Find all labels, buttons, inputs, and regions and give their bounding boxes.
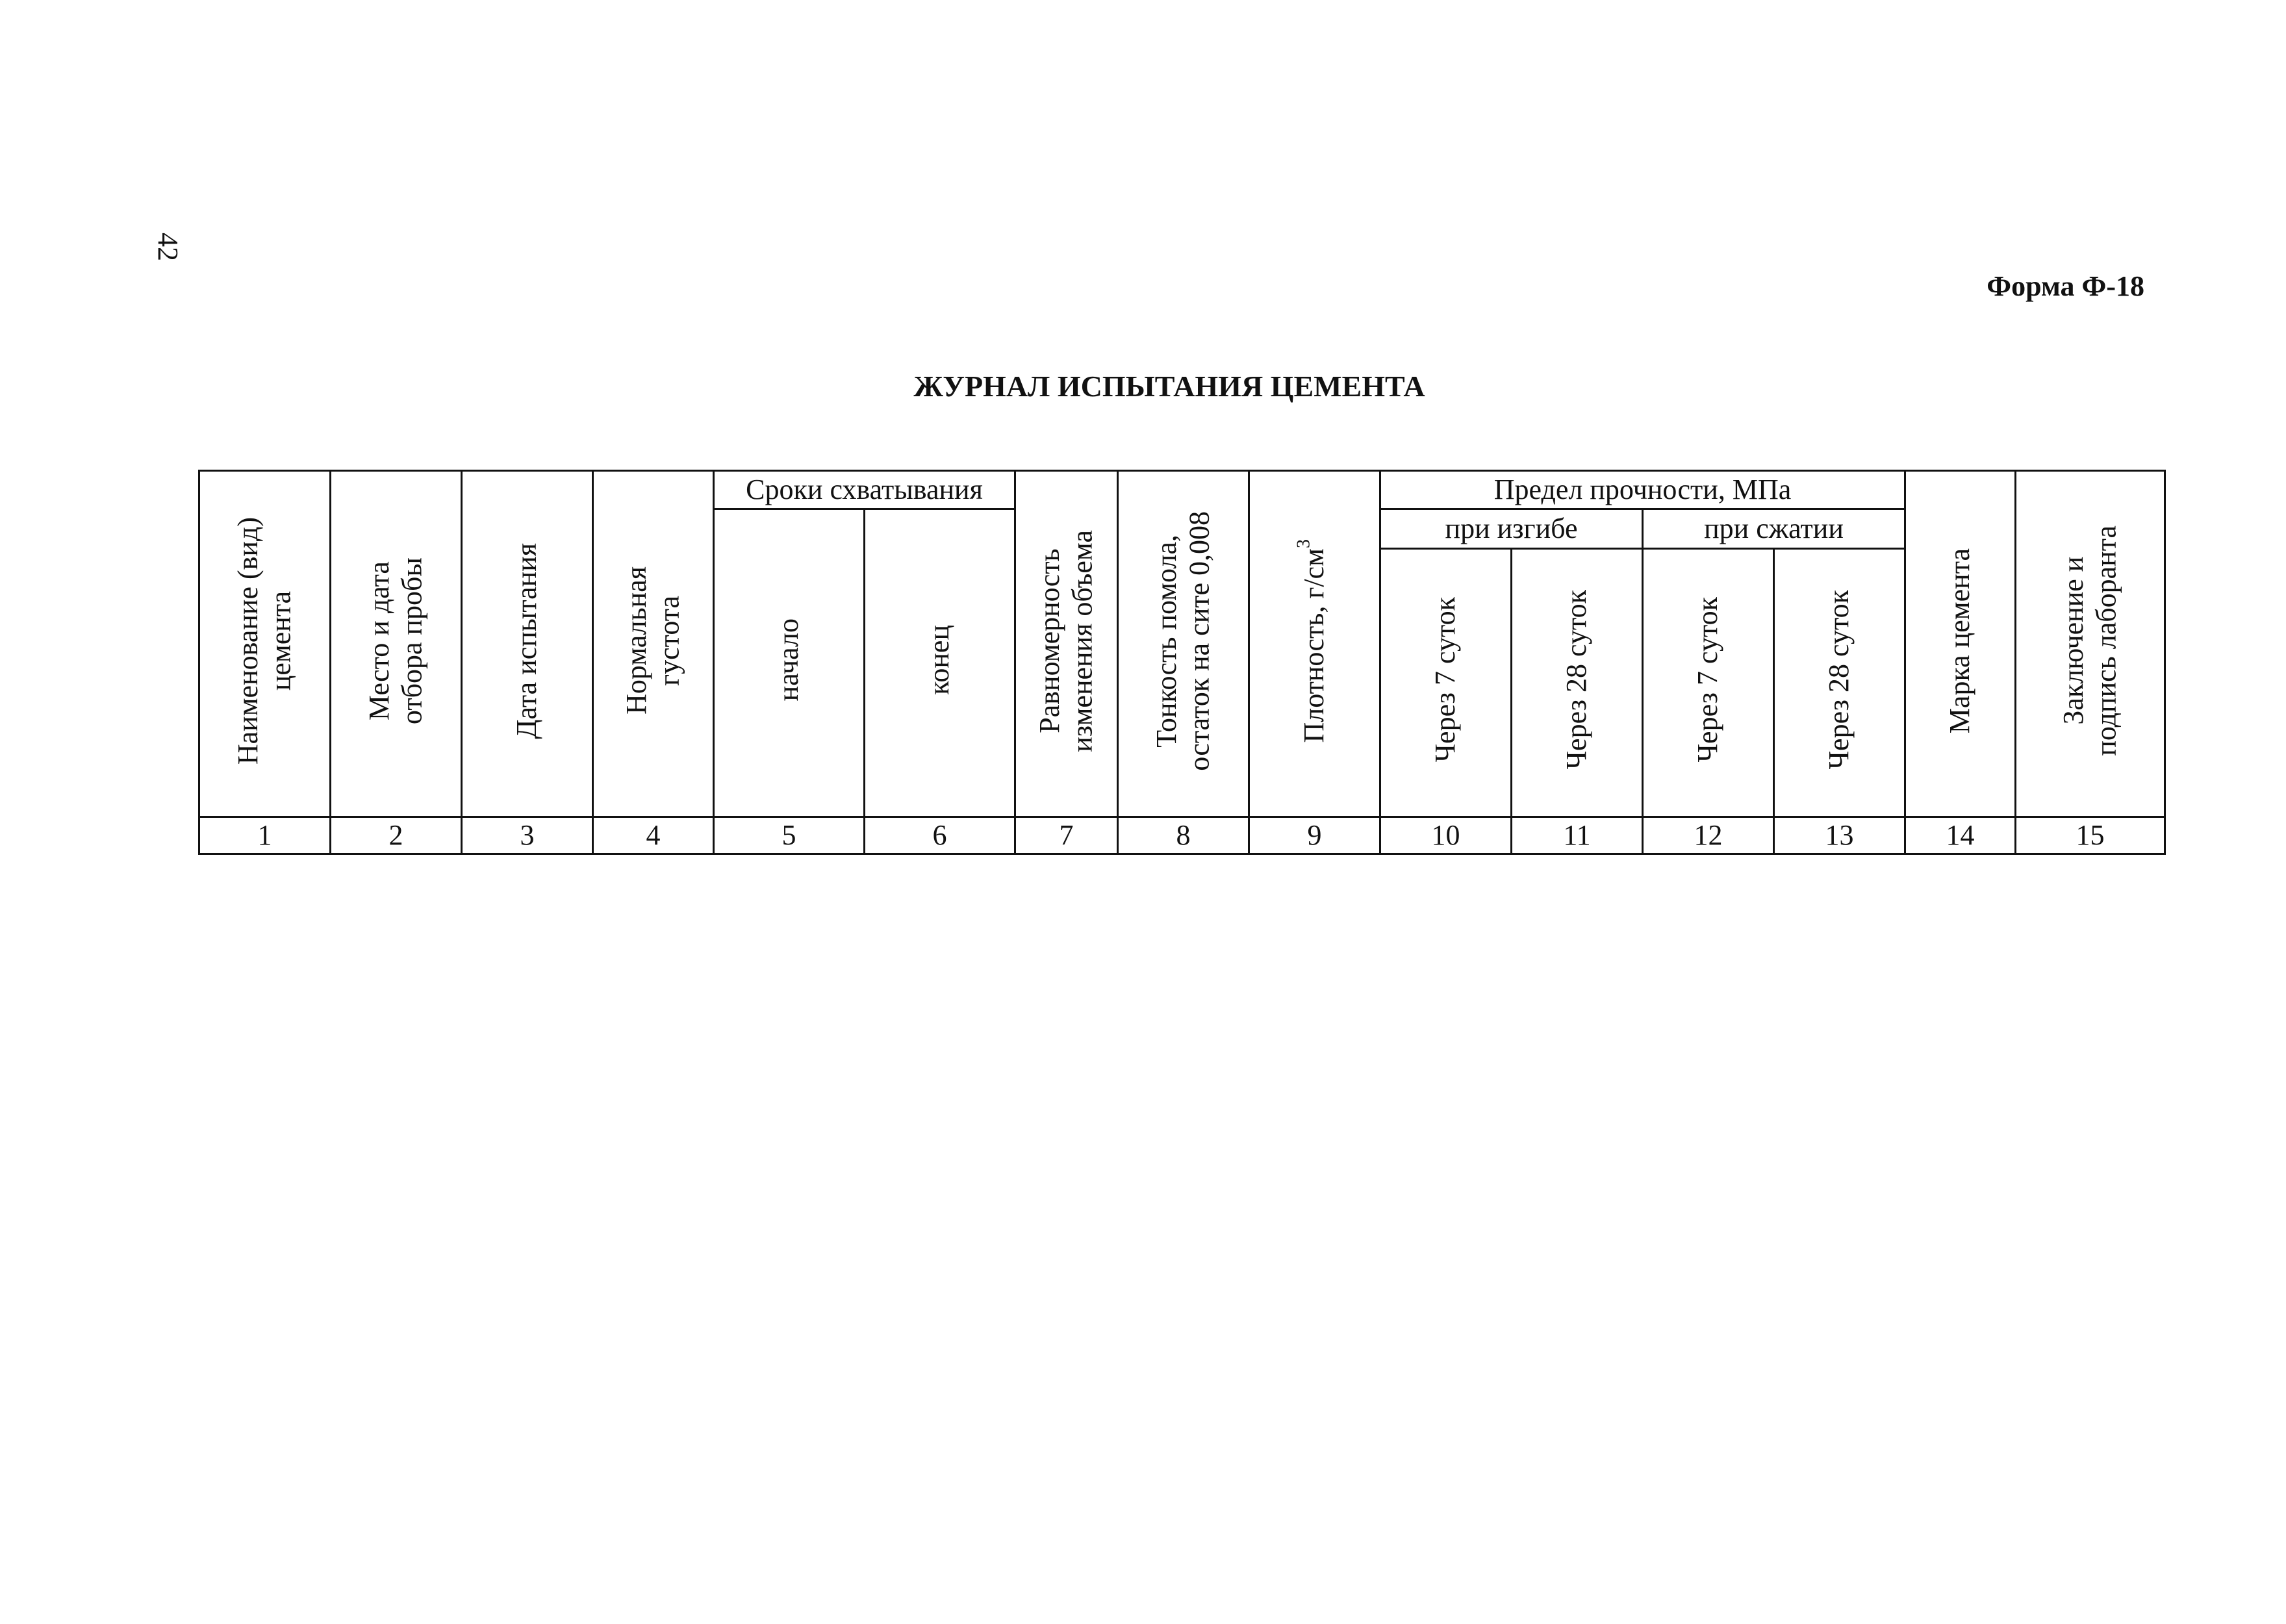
header-setting-start: начало xyxy=(772,618,805,702)
header-cell-9 xyxy=(1249,471,1380,817)
header-bending-28-days: Через 28 суток xyxy=(1560,590,1593,770)
header-name-line-2: цемента xyxy=(264,590,297,691)
column-number: 7 xyxy=(1015,817,1118,854)
header-soundness-line-2: изменения объема xyxy=(1066,529,1099,752)
header-cement-grade: Марка цемента xyxy=(1944,548,1976,733)
document-title: ЖУРНАЛ ИСПЫТАНИЯ ЦЕМЕНТА xyxy=(913,370,1425,403)
header-test-date: Дата испытания xyxy=(511,542,543,739)
column-number: 5 xyxy=(714,817,865,854)
cement-test-journal-table xyxy=(198,470,2166,855)
header-conclusion-line-1: Заключение и xyxy=(2057,556,2089,725)
header-bending-7-days: Через 7 суток xyxy=(1429,597,1462,763)
column-number: 11 xyxy=(1512,817,1643,854)
header-consistency-line-2: густота xyxy=(653,595,685,686)
column-number: 4 xyxy=(593,817,714,854)
header-group-setting-time: Сроки схватывания xyxy=(714,471,1015,509)
header-cell-12 xyxy=(1643,549,1774,817)
column-number: 1 xyxy=(199,817,331,854)
header-row-1 xyxy=(199,471,2165,509)
header-sample-line-1: Место и дата xyxy=(362,561,395,720)
header-density-exponent: 3 xyxy=(1293,539,1314,548)
column-number: 3 xyxy=(462,817,593,854)
column-number: 2 xyxy=(331,817,462,854)
header-cell-1 xyxy=(199,471,331,817)
column-number: 12 xyxy=(1643,817,1774,854)
header-fineness-line-1: Тонкость помола, xyxy=(1150,534,1182,748)
column-number-row xyxy=(199,817,2165,854)
header-fineness-line-2: остаток на сите 0,008 xyxy=(1183,511,1215,771)
column-number: 13 xyxy=(1774,817,1905,854)
header-soundness-line-1: Равномерность xyxy=(1033,548,1065,733)
header-sub-bending: при изгибе xyxy=(1380,509,1643,549)
header-name-line-1: Наименование (вид) xyxy=(231,516,264,765)
column-number: 14 xyxy=(1905,817,2016,854)
header-group-strength: Предел прочности, МПа xyxy=(1380,471,1905,509)
header-cell-5 xyxy=(714,509,865,817)
form-label: Форма Ф-18 xyxy=(1987,270,2144,302)
column-number: 9 xyxy=(1249,817,1380,854)
page-number: 42 xyxy=(152,233,184,261)
header-cell-3 xyxy=(462,471,593,817)
header-setting-end: конец xyxy=(923,625,956,695)
header-compression-28-days: Через 28 суток xyxy=(1823,590,1855,770)
header-cell-11 xyxy=(1512,549,1643,817)
column-number: 15 xyxy=(2016,817,2165,854)
header-cell-7 xyxy=(1015,471,1118,817)
header-cell-15 xyxy=(2016,471,2165,817)
column-number: 6 xyxy=(865,817,1015,854)
header-cell-8 xyxy=(1118,471,1249,817)
header-cell-14 xyxy=(1905,471,2016,817)
header-consistency-line-1: Нормальная xyxy=(620,566,652,715)
column-number: 8 xyxy=(1118,817,1249,854)
header-cell-2 xyxy=(331,471,462,817)
header-cell-6 xyxy=(865,509,1015,817)
header-cell-4 xyxy=(593,471,714,817)
header-cell-13 xyxy=(1774,549,1905,817)
column-number: 10 xyxy=(1380,817,1512,854)
header-sub-compression: при сжатии xyxy=(1643,509,1905,549)
header-compression-7-days: Через 7 суток xyxy=(1692,597,1724,763)
header-conclusion-line-2: подпись лаборанта xyxy=(2090,526,2122,756)
header-sample-line-2: отбора пробы xyxy=(396,557,428,724)
header-cell-10 xyxy=(1380,549,1512,817)
header-density: Плотность, г/см xyxy=(1298,548,1330,743)
